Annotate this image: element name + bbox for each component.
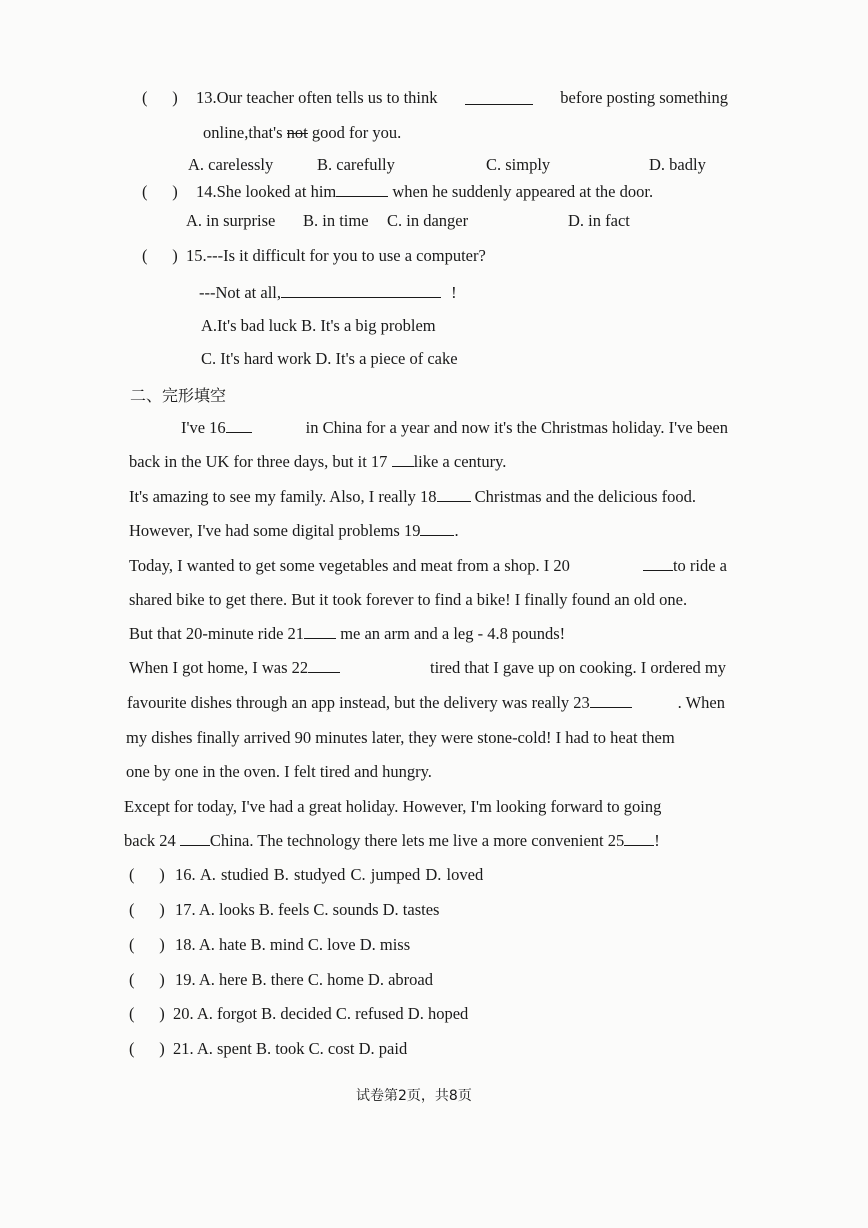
passage-line-9 xyxy=(127,693,725,713)
question-14-text-b: when he suddenly appeared at the door. xyxy=(392,182,654,201)
answer-paren-21: ( ) xyxy=(129,1039,165,1058)
passage-line-3 xyxy=(129,487,696,507)
passage-line-13 xyxy=(124,831,660,851)
passage-text: like a century. xyxy=(413,452,507,471)
question-14-text-a: 14.She looked at him xyxy=(196,182,337,201)
passage-text: in China for a year and now it's the Christmas holiday. I've been xyxy=(305,418,728,437)
blank-16 xyxy=(226,418,252,433)
option-15-line1: A.It's bad luck B. It's a big problem xyxy=(201,316,436,335)
answer-paren-20: ( ) xyxy=(129,1004,165,1023)
option-14-b: B. in time xyxy=(303,211,369,230)
answer-paren-17: ( ) xyxy=(129,900,165,919)
choice-21: 21. A. spent B. took C. cost D. paid xyxy=(173,1039,408,1058)
choice-17: 17. A. looks B. feels C. sounds D. tastes xyxy=(175,900,440,919)
question-13-text-a: 13.Our teacher often tells us to think xyxy=(196,88,438,107)
passage-text: However, I've had some digital problems 19 xyxy=(129,521,421,540)
blank-15 xyxy=(281,283,441,298)
question-14 xyxy=(196,182,653,202)
answer-paren-15: ( ) xyxy=(142,246,178,265)
answer-paren-14: ( ) xyxy=(142,182,178,201)
passage-text: tired that I gave up on cooking. I ordered my xyxy=(430,658,726,677)
passage-text: . xyxy=(454,521,459,540)
passage-text: back in the UK for three days, but it 17 xyxy=(129,452,388,471)
passage-line-5 xyxy=(129,556,727,576)
passage-line-10: my dishes finally arrived 90 minutes later, they were stone-cold! I had to heat them xyxy=(126,728,675,747)
passage-line-7 xyxy=(129,624,565,644)
choice-18: 18. A. hate B. mind C. love D. miss xyxy=(175,935,411,954)
answer-paren-19: ( ) xyxy=(129,970,165,989)
answer-paren-16: ( ) xyxy=(129,865,165,884)
struck-word: not xyxy=(286,123,308,142)
passage-line-1 xyxy=(181,418,728,438)
option-13-c: C. simply xyxy=(486,155,551,174)
blank-19 xyxy=(420,521,454,536)
blank-18 xyxy=(437,487,471,502)
question-13-line2 xyxy=(203,123,401,143)
question-13-line1 xyxy=(196,88,728,108)
choice-16: 16. A. studied B. studyed C. jumped D. loved xyxy=(175,865,484,884)
option-15-line2: C. It's hard work D. It's a piece of cake xyxy=(201,349,458,368)
passage-text: I've 16 xyxy=(181,418,226,437)
passage-text: China. The technology there lets me live a more convenient 25 xyxy=(209,831,625,850)
blank-25 xyxy=(624,831,654,846)
option-14-a: A. in surprise xyxy=(186,211,276,230)
passage-text: When I got home, I was 22 xyxy=(129,658,309,677)
answer-15-end: ! xyxy=(451,283,457,302)
option-13-d: D. badly xyxy=(649,155,706,174)
choice-20: 20. A. forgot B. decided C. refused D. hoped xyxy=(173,1004,469,1023)
passage-line-6: shared bike to get there. But it took forever to find a bike! I finally found an old one. xyxy=(129,590,688,609)
answer-paren-18: ( ) xyxy=(129,935,165,954)
option-13-b: B. carefully xyxy=(317,155,395,174)
passage-line-4 xyxy=(129,521,459,541)
option-13-a: A. carelessly xyxy=(188,155,274,174)
choice-19: 19. A. here B. there C. home D. abroad xyxy=(175,970,433,989)
question-13-text-b: before posting something xyxy=(560,88,728,107)
blank-13 xyxy=(465,90,533,105)
blank-14 xyxy=(336,182,388,197)
blank-23 xyxy=(590,693,632,708)
answer-15-text: ---Not at all, xyxy=(199,283,282,302)
passage-text: ! xyxy=(654,831,660,850)
blank-20 xyxy=(643,556,673,571)
passage-text: favourite dishes through an app instead, but the delivery was really 23 xyxy=(127,693,590,712)
blank-17 xyxy=(392,452,414,467)
passage-line-2 xyxy=(129,452,506,472)
page-footer: 试卷第2页，共8页 xyxy=(356,1088,472,1104)
question-13-text-c: online,that's xyxy=(203,123,283,142)
blank-22 xyxy=(308,658,340,673)
passage-text: back 24 xyxy=(124,831,176,850)
passage-text: But that 20-minute ride 21 xyxy=(129,624,305,643)
option-14-c: C. in danger xyxy=(387,211,469,230)
passage-text: Today, I wanted to get some vegetables and meat from a shop. I 20 xyxy=(129,556,570,575)
section-heading: 二、完形填空 xyxy=(130,386,227,405)
passage-line-8 xyxy=(129,658,726,678)
passage-text: It's amazing to see my family. Also, I really 18 xyxy=(129,487,437,506)
question-15: 15.---Is it difficult for you to use a computer? xyxy=(186,246,486,265)
question-15-answer xyxy=(199,283,457,303)
passage-text: Christmas and the delicious food. xyxy=(474,487,697,506)
option-14-d: D. in fact xyxy=(568,211,630,230)
answer-paren-13: ( ) xyxy=(142,88,178,107)
blank-24 xyxy=(180,831,210,846)
passage-text: me an arm and a leg - 4.8 pounds! xyxy=(340,624,566,643)
blank-21 xyxy=(304,624,336,639)
passage-line-12: Except for today, I've had a great holiday. However, I'm looking forward to going xyxy=(124,797,662,816)
question-13-text-d: good for you. xyxy=(311,123,402,142)
passage-text: . When xyxy=(677,693,725,712)
passage-line-11: one by one in the oven. I felt tired and hungry. xyxy=(126,762,432,781)
passage-text: to ride a xyxy=(672,556,727,575)
